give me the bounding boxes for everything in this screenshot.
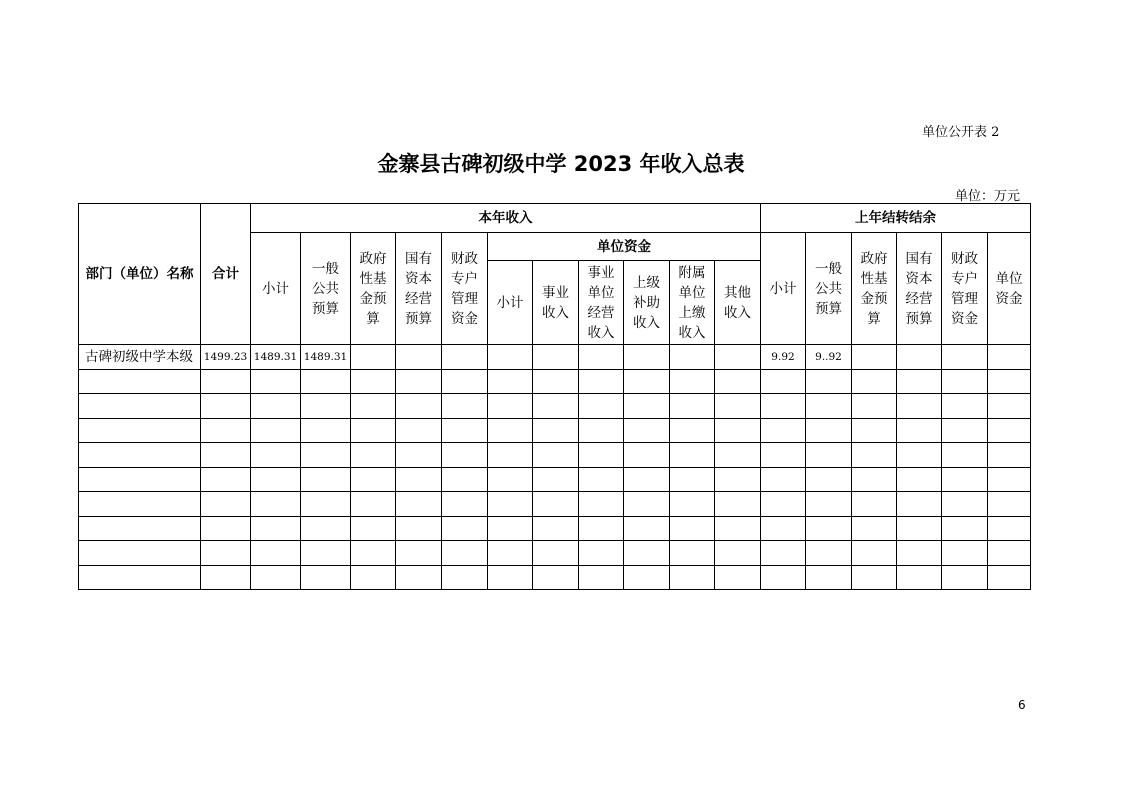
- header-py-gov-fund: 政府 性基 金预 算: [852, 233, 897, 345]
- table-cell: [488, 443, 533, 468]
- table-cell: [624, 345, 670, 370]
- table-cell: [715, 345, 761, 370]
- table-cell: [670, 394, 715, 419]
- header-cy-general-budget: 一般 公共 预算: [301, 233, 351, 345]
- table-cell: [351, 369, 396, 394]
- table-cell: [897, 492, 942, 517]
- table-cell: [442, 467, 488, 492]
- table-cell: [624, 418, 670, 443]
- row-name-cell: [79, 565, 201, 590]
- table-cell: [301, 516, 351, 541]
- table-cell: [488, 394, 533, 419]
- table-cell: [533, 565, 579, 590]
- table-cell: [988, 443, 1031, 468]
- table-cell: [761, 369, 806, 394]
- table-cell: [579, 418, 624, 443]
- header-dept-name: 部门（单位）名称: [79, 204, 201, 345]
- table-cell: [442, 541, 488, 566]
- table-cell: [897, 565, 942, 590]
- table-cell: [251, 541, 301, 566]
- table-cell: [897, 467, 942, 492]
- table-cell: [942, 467, 988, 492]
- table-cell: [579, 516, 624, 541]
- header-py-subtotal: 小计: [761, 233, 806, 345]
- table-cell: [988, 541, 1031, 566]
- header-uf-business-income: 事业 收入: [533, 261, 579, 345]
- table-cell: [301, 394, 351, 419]
- header-py-state-capital: 国有 资本 经营 预算: [897, 233, 942, 345]
- table-cell: [533, 443, 579, 468]
- table-cell: [624, 492, 670, 517]
- table-cell: [806, 369, 852, 394]
- table-cell: [396, 565, 442, 590]
- table-cell: [251, 467, 301, 492]
- table-cell: [533, 541, 579, 566]
- table-cell: [806, 443, 852, 468]
- table-row: [79, 418, 1031, 443]
- table-cell: [351, 345, 396, 370]
- table-cell: [251, 516, 301, 541]
- table-cell: [251, 492, 301, 517]
- table-cell: [942, 443, 988, 468]
- table-cell: [715, 369, 761, 394]
- table-cell: [579, 443, 624, 468]
- table-cell: [396, 492, 442, 517]
- table-cell: [806, 418, 852, 443]
- table-cell: [351, 443, 396, 468]
- table-cell: [301, 369, 351, 394]
- table-cell: [201, 418, 251, 443]
- table-cell: [533, 369, 579, 394]
- table-cell: [624, 394, 670, 419]
- table-cell: [442, 369, 488, 394]
- table-cell: [852, 443, 897, 468]
- table-cell: [715, 443, 761, 468]
- row-name-cell: [79, 394, 201, 419]
- table-cell: [442, 345, 488, 370]
- table-cell: [761, 565, 806, 590]
- table-cell: [579, 565, 624, 590]
- table-row: [79, 467, 1031, 492]
- table-cell: [897, 369, 942, 394]
- header-py-fiscal-special: 财政 专户 管理 资金: [942, 233, 988, 345]
- table-cell: [579, 541, 624, 566]
- header-cy-state-capital: 国有 资本 经营 预算: [396, 233, 442, 345]
- table-cell: [852, 467, 897, 492]
- table-row: [79, 565, 1031, 590]
- table-cell: [396, 516, 442, 541]
- table-cell: [442, 443, 488, 468]
- table-body: [79, 345, 1031, 590]
- row-name-cell: [79, 516, 201, 541]
- table-cell: [201, 516, 251, 541]
- table-cell: [251, 565, 301, 590]
- row-name-cell: [79, 541, 201, 566]
- table-cell: [488, 369, 533, 394]
- table-cell: [761, 492, 806, 517]
- table-cell: [670, 565, 715, 590]
- table-cell: [488, 345, 533, 370]
- table-cell: [201, 565, 251, 590]
- table-cell: [488, 492, 533, 517]
- table-cell: [942, 492, 988, 517]
- table-cell: [301, 467, 351, 492]
- table-cell: [624, 541, 670, 566]
- table-cell: [201, 369, 251, 394]
- table-cell: [351, 516, 396, 541]
- table-cell: [670, 369, 715, 394]
- table-cell: [579, 394, 624, 419]
- table-cell: [251, 418, 301, 443]
- table-cell: [301, 541, 351, 566]
- row-name-cell: 古碑初级中学本级: [79, 345, 201, 370]
- table-row: [79, 394, 1031, 419]
- header-uf-other-income: 其他 收入: [715, 261, 761, 345]
- table-cell: [761, 443, 806, 468]
- table-cell: [351, 541, 396, 566]
- table-cell: [351, 418, 396, 443]
- table-cell: [251, 394, 301, 419]
- table-cell: 9.92: [761, 345, 806, 370]
- row-name-cell: [79, 369, 201, 394]
- table-cell: 1489.31: [301, 345, 351, 370]
- table-cell: [670, 443, 715, 468]
- table-cell: [201, 467, 251, 492]
- table-cell: 9..92: [806, 345, 852, 370]
- table-cell: 1489.31: [251, 345, 301, 370]
- table-cell: [533, 516, 579, 541]
- header-py-general-budget: 一般 公共 预算: [806, 233, 852, 345]
- income-summary-table: [78, 203, 1031, 590]
- table-cell: [351, 565, 396, 590]
- table-cell: [488, 516, 533, 541]
- header-prior-year: 上年结转结余: [761, 204, 1031, 233]
- table-cell: [806, 541, 852, 566]
- table-cell: [897, 418, 942, 443]
- table-cell: [715, 492, 761, 517]
- table-row: [79, 443, 1031, 468]
- table-cell: [761, 418, 806, 443]
- table-cell: [351, 467, 396, 492]
- table-cell: [301, 492, 351, 517]
- table-cell: [396, 345, 442, 370]
- table-cell: [942, 541, 988, 566]
- header-py-unit-funds: 单位 资金: [988, 233, 1031, 345]
- table-cell: [396, 369, 442, 394]
- table-cell: [579, 467, 624, 492]
- table-cell: [988, 369, 1031, 394]
- table-cell: [533, 467, 579, 492]
- form-id: 单位公开表 2: [922, 125, 1000, 140]
- table-cell: [897, 541, 942, 566]
- header-cy-subtotal: 小计: [251, 233, 301, 345]
- table-cell: [251, 443, 301, 468]
- row-name-cell: [79, 467, 201, 492]
- table-cell: [715, 394, 761, 419]
- table-cell: [624, 467, 670, 492]
- table-cell: [897, 345, 942, 370]
- table-cell: [533, 418, 579, 443]
- table-cell: [396, 394, 442, 419]
- table-cell: [852, 369, 897, 394]
- table-cell: [201, 541, 251, 566]
- header-cy-fiscal-special: 财政 专户 管理 资金: [442, 233, 488, 345]
- table-cell: [488, 467, 533, 492]
- table-cell: [670, 418, 715, 443]
- table-cell: [624, 516, 670, 541]
- header-uf-subtotal: 小计: [488, 261, 533, 345]
- table-cell: [442, 418, 488, 443]
- table-cell: [201, 492, 251, 517]
- table-cell: [988, 394, 1031, 419]
- header-uf-superior-subsidy: 上级 补助 收入: [624, 261, 670, 345]
- table-cell: [579, 345, 624, 370]
- table-cell: [533, 394, 579, 419]
- table-cell: [942, 394, 988, 419]
- table-cell: [942, 345, 988, 370]
- table-cell: [897, 394, 942, 419]
- table-cell: [761, 516, 806, 541]
- table-cell: [806, 565, 852, 590]
- table-cell: [942, 565, 988, 590]
- table-cell: [852, 418, 897, 443]
- table-cell: [624, 565, 670, 590]
- table-cell: [488, 418, 533, 443]
- table-row: [79, 369, 1031, 394]
- header-total: 合计: [201, 204, 251, 345]
- table-cell: [852, 565, 897, 590]
- table-cell: [442, 492, 488, 517]
- page-title: 金寨县古碑初级中学 2023 年收入总表: [377, 152, 745, 176]
- table-cell: [897, 516, 942, 541]
- table-cell: [251, 369, 301, 394]
- table-cell: [670, 467, 715, 492]
- table-cell: [761, 467, 806, 492]
- header-unit-funds: 单位资金: [488, 233, 761, 261]
- table-cell: [942, 516, 988, 541]
- table-cell: [988, 467, 1031, 492]
- table-cell: [488, 565, 533, 590]
- page-number: 6: [1018, 698, 1026, 712]
- header-current-year: 本年收入: [251, 204, 761, 233]
- table-row: [79, 541, 1031, 566]
- table-cell: [988, 492, 1031, 517]
- header-uf-affiliated-remit: 附属 单位 上缴 收入: [670, 261, 715, 345]
- table-cell: [488, 541, 533, 566]
- table-cell: [396, 418, 442, 443]
- table-cell: [301, 565, 351, 590]
- table-cell: [852, 394, 897, 419]
- table-cell: [533, 345, 579, 370]
- table-cell: [579, 369, 624, 394]
- table-cell: [988, 345, 1031, 370]
- table-cell: [806, 467, 852, 492]
- table-cell: [715, 516, 761, 541]
- unit-label: 单位：万元: [955, 189, 1021, 204]
- table-row: [79, 492, 1031, 517]
- table-cell: [396, 443, 442, 468]
- table-cell: [942, 418, 988, 443]
- table-cell: [852, 492, 897, 517]
- table-cell: [670, 345, 715, 370]
- table-row: [79, 516, 1031, 541]
- table-cell: [396, 467, 442, 492]
- table-cell: [579, 492, 624, 517]
- table-cell: [715, 541, 761, 566]
- table-cell: [442, 394, 488, 419]
- table-cell: [442, 516, 488, 541]
- table-cell: [988, 516, 1031, 541]
- table-cell: [624, 443, 670, 468]
- table-cell: [897, 443, 942, 468]
- table-cell: [852, 541, 897, 566]
- table-cell: [301, 443, 351, 468]
- table-cell: [806, 516, 852, 541]
- table-cell: [988, 565, 1031, 590]
- table-cell: [761, 541, 806, 566]
- table-cell: [351, 492, 396, 517]
- row-name-cell: [79, 492, 201, 517]
- table-cell: [761, 394, 806, 419]
- table-cell: [852, 516, 897, 541]
- table-cell: [301, 418, 351, 443]
- table-cell: [715, 418, 761, 443]
- table-cell: [715, 565, 761, 590]
- table-cell: [201, 443, 251, 468]
- table-cell: [351, 394, 396, 419]
- table-cell: [988, 418, 1031, 443]
- table-cell: [670, 492, 715, 517]
- table-cell: [670, 541, 715, 566]
- table-cell: [670, 516, 715, 541]
- table-cell: [852, 345, 897, 370]
- header-uf-operating-income: 事业 单位 经营 收入: [579, 261, 624, 345]
- table-row: [79, 345, 1031, 370]
- table-cell: [533, 492, 579, 517]
- table-cell: [624, 369, 670, 394]
- table-cell: [715, 467, 761, 492]
- table-cell: 1499.23: [201, 345, 251, 370]
- row-name-cell: [79, 443, 201, 468]
- table-cell: [201, 394, 251, 419]
- table-cell: [806, 394, 852, 419]
- row-name-cell: [79, 418, 201, 443]
- header-cy-gov-fund: 政府 性基 金预 算: [351, 233, 396, 345]
- table-cell: [942, 369, 988, 394]
- table-cell: [396, 541, 442, 566]
- table-cell: [442, 565, 488, 590]
- table-cell: [806, 492, 852, 517]
